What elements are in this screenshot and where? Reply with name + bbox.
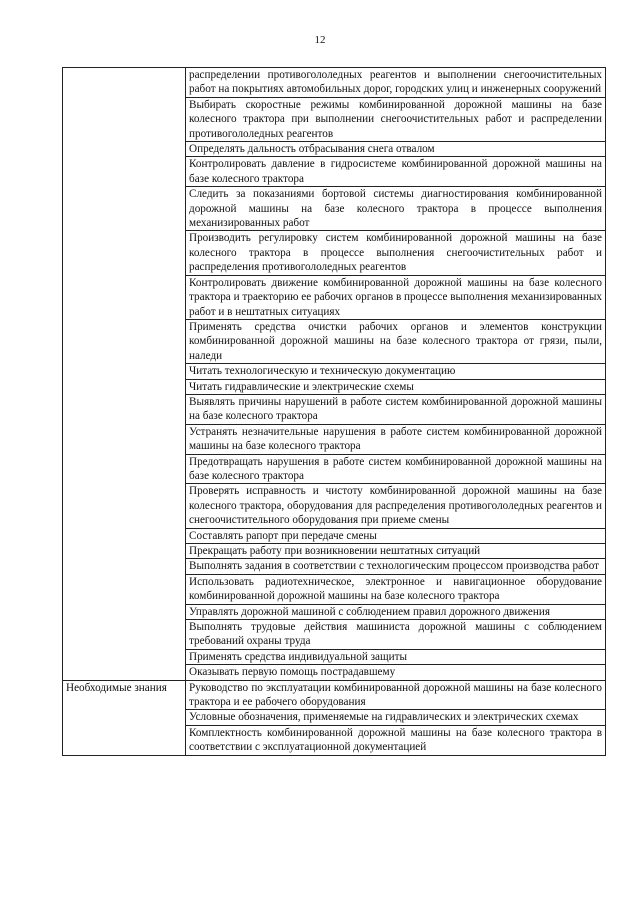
table-row — [63, 68, 606, 98]
knowledge-cell: Руководство по эксплуатации комбинированной дорожной машины на базе колесного трактора и ее рабочего оборудования — [186, 680, 606, 710]
skill-cell: Проверять исправность и чистоту комбинированной дорожной машины на базе колесного трактора, оборудования для распределения противогололедных реагентов и снегоочистительного оборудования при приеме смены — [186, 484, 606, 528]
requirements-table-body — [63, 68, 606, 756]
knowledge-cell: Комплектность комбинированной дорожной машины на базе колесного трактора в соответствии с эксплуатационной документацией — [186, 725, 606, 755]
table-row — [63, 680, 606, 710]
skill-cell: Применять средства индивидуальной защиты — [186, 649, 606, 664]
skill-cell: Выбирать скоростные режимы комбинированной дорожной машины на базе колесного трактора при выполнении снегоочистительных работ и распределении противогололедных реагентов — [186, 97, 606, 141]
requirements-table — [62, 67, 606, 756]
skill-cell: Определять дальность отбрасывания снега отвалом — [186, 142, 606, 157]
skill-cell: Выполнять трудовые действия машиниста дорожной машины с соблюдением требований охраны труда — [186, 620, 606, 650]
skill-cell: Читать гидравлические и электрические схемы — [186, 379, 606, 394]
skill-cell: Оказывать первую помощь пострадавшему — [186, 665, 606, 680]
skills-label-cell — [63, 68, 186, 681]
skill-cell: Использовать радиотехническое, электронное и навигационное оборудование комбинированной дорожной машины на базе колесного трактора — [186, 574, 606, 604]
skill-cell: Управлять дорожной машиной с соблюдением правил дорожного движения — [186, 604, 606, 619]
skill-cell: Предотвращать нарушения в работе систем комбинированной дорожной машины на базе колесного трактора — [186, 454, 606, 484]
skill-cell: Выявлять причины нарушений в работе систем комбинированной дорожной машины на базе колесного трактора — [186, 394, 606, 424]
skill-cell: Применять средства очистки рабочих органов и элементов конструкции комбинированной дорожной машины на базе колесного трактора от грязи, пыли, наледи — [186, 319, 606, 363]
skill-cell: Контролировать движение комбинированной дорожной машины на базе колесного трактора и траекторию ее рабочих органов в процессе выполнения механизированных работ и в нештатных ситуациях — [186, 275, 606, 319]
skill-cell: распределении противогололедных реагентов и выполнении снегоочистительных работ на покрытиях автомобильных дорог, городских улиц и инженерных сооружений — [186, 68, 606, 98]
knowledge-cell: Условные обозначения, применяемые на гидравлических и электрических схемах — [186, 710, 606, 725]
skill-cell: Контролировать давление в гидросистеме комбинированной дорожной машины на базе колесного трактора — [186, 157, 606, 187]
skill-cell: Производить регулировку систем комбинированной дорожной машины на базе колесного трактора в процессе выполнения снегоочистительных работ и распределения противогололедных реагентов — [186, 231, 606, 275]
skill-cell: Выполнять задания в соответствии с технологическим процессом производства работ — [186, 559, 606, 574]
knowledge-label-cell: Необходимые знания — [63, 680, 186, 755]
skill-cell: Составлять рапорт при передаче смены — [186, 528, 606, 543]
skill-cell: Устранять незначительные нарушения в работе систем комбинированной дорожной машины на базе колесного трактора — [186, 424, 606, 454]
skill-cell: Следить за показаниями бортовой системы диагностирования комбинированной дорожной машины на базе колесного трактора в процессе выполнения механизированных работ — [186, 187, 606, 231]
page-number: 12 — [314, 34, 326, 46]
skill-cell: Читать технологическую и техническую документацию — [186, 364, 606, 379]
skill-cell: Прекращать работу при возникновении нештатных ситуаций — [186, 544, 606, 559]
